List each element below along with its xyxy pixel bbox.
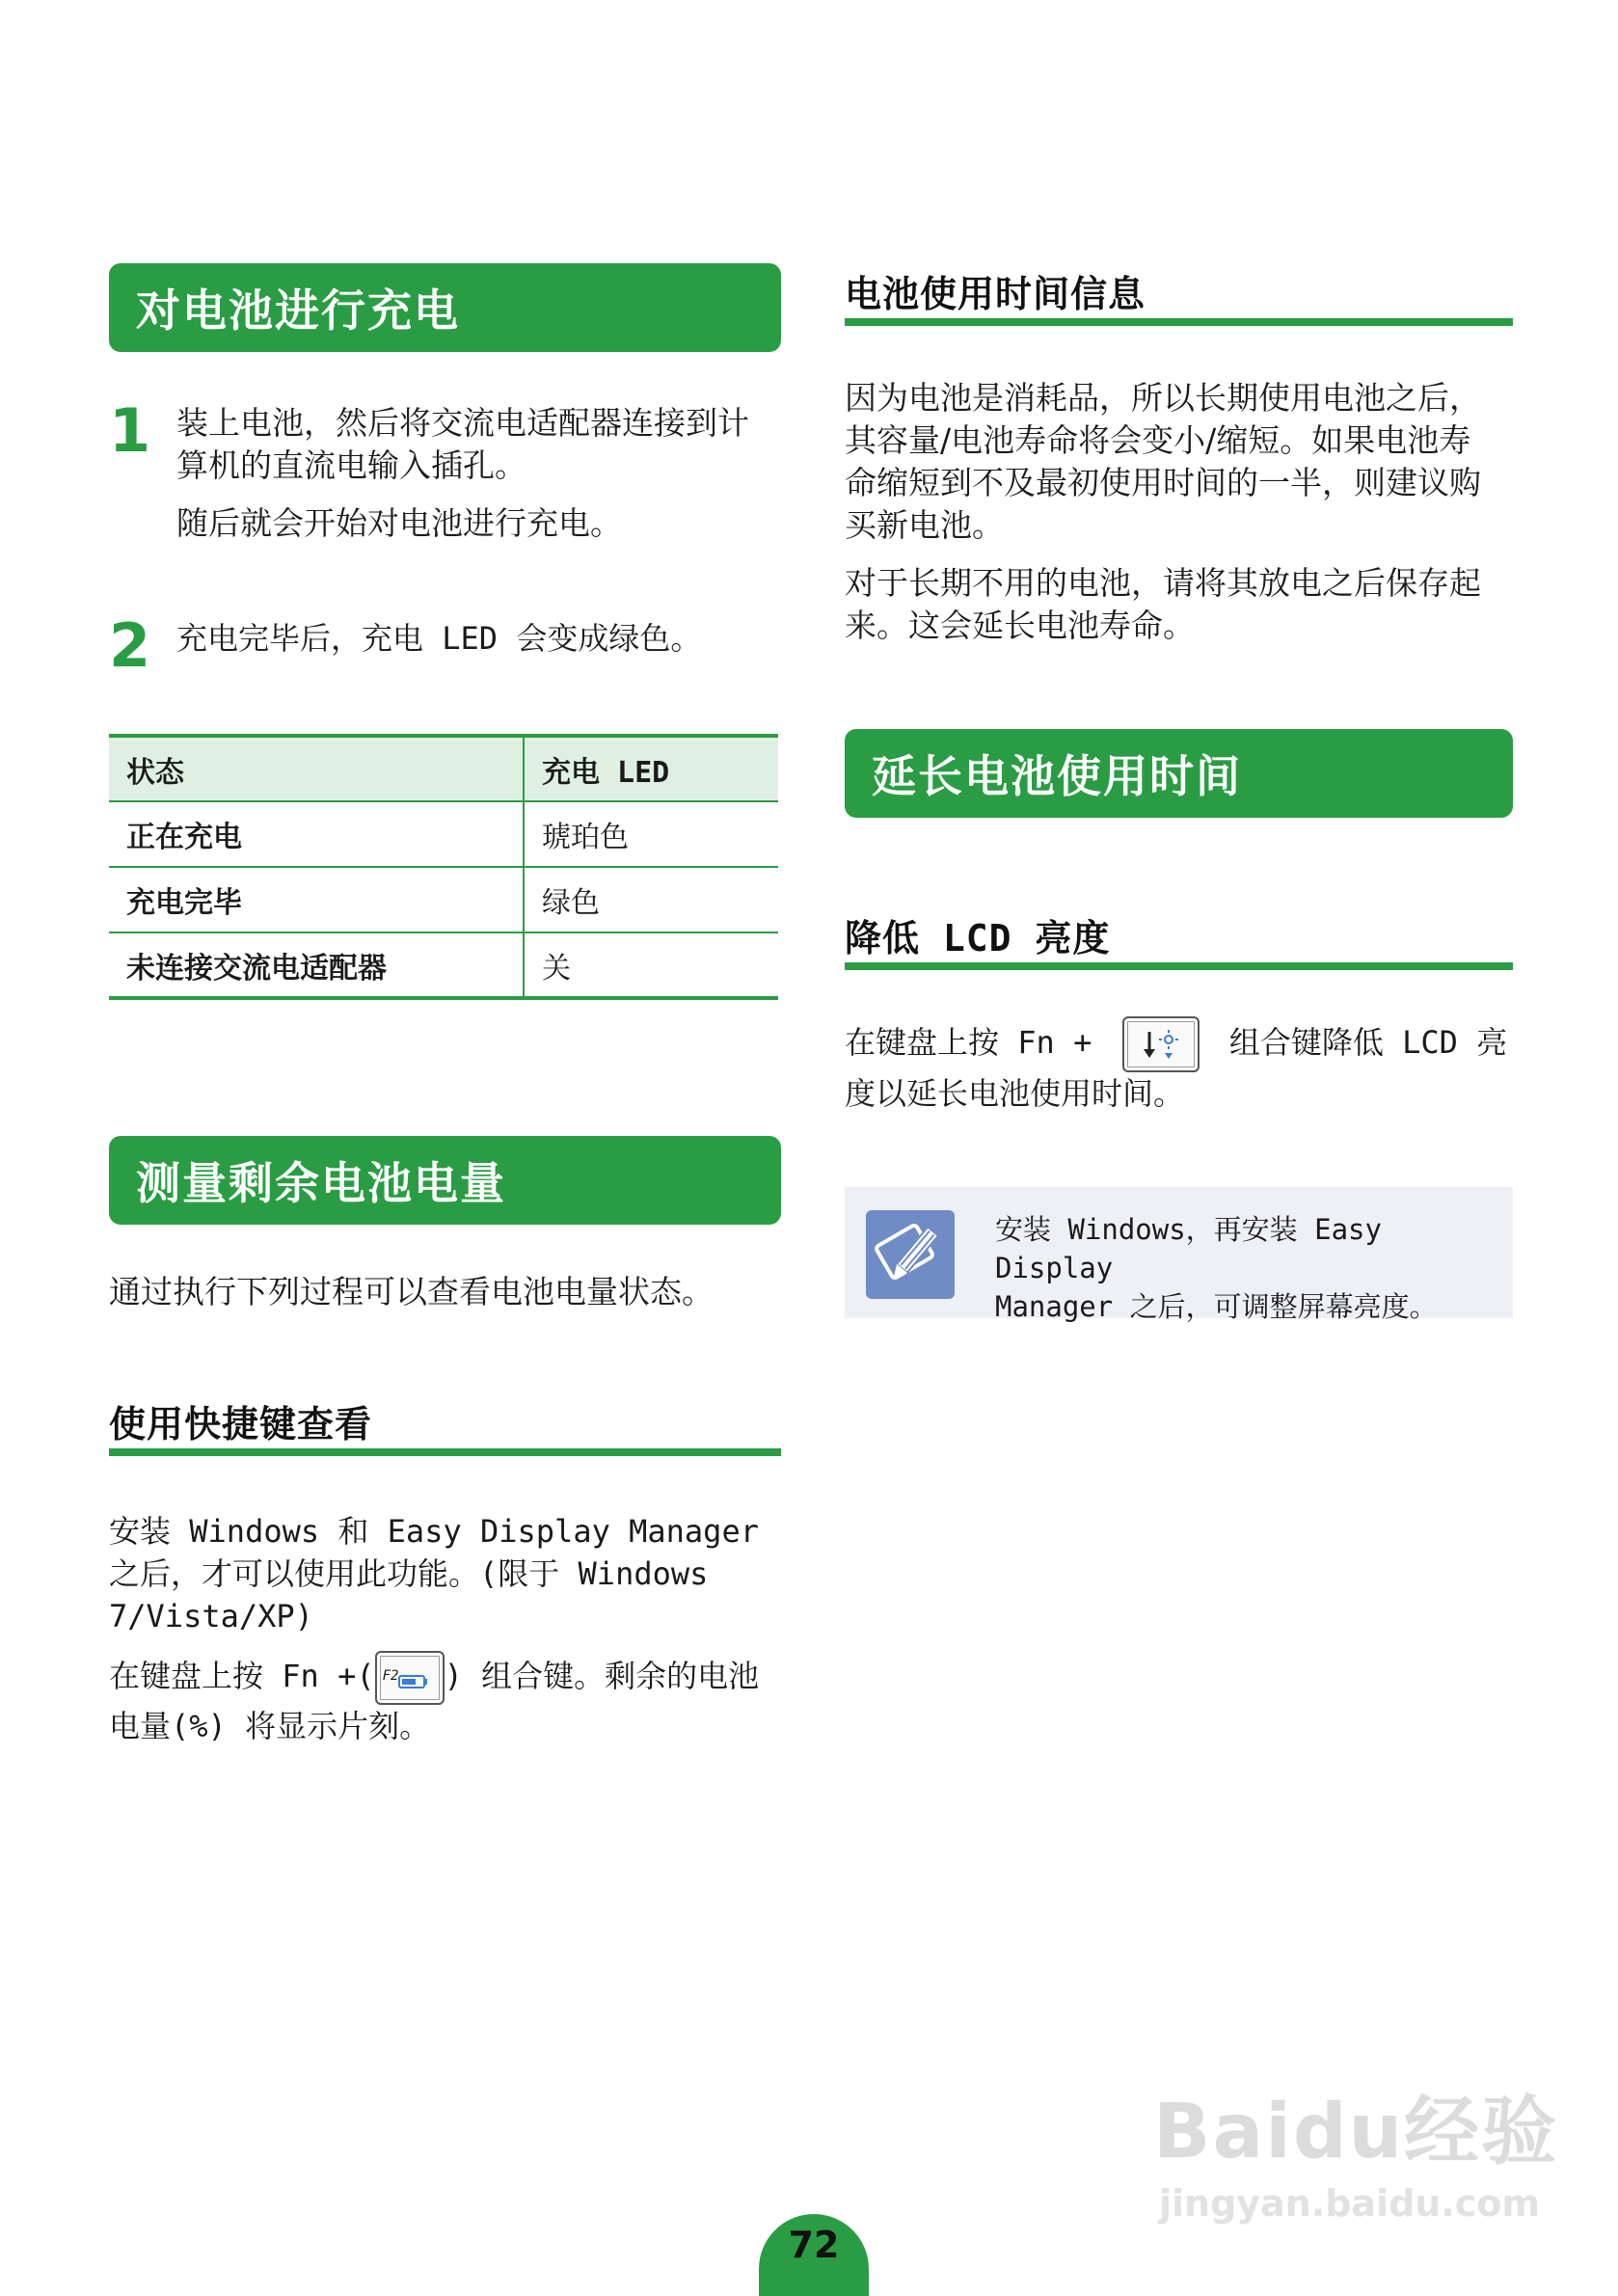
measure-para-1: 安装 Windows 和 Easy Display Manager 之后，才可以使用此功能。(限于 Windows 7/Vista/XP) <box>109 1513 759 1634</box>
note-box <box>845 1187 1513 1323</box>
watermark-url: jingyan.baidu.com <box>1159 2182 1540 2225</box>
note-pencil-icon <box>866 1210 955 1299</box>
note-text: 安装 Windows，再安装 Easy Display Manager 之后，可调整屏幕亮度。 <box>995 1213 1438 1323</box>
table-cell: 关 <box>524 932 778 998</box>
table-row <box>109 801 778 867</box>
step-1-text: 装上电池，然后将交流电适配器连接到计 算机的直流电输入插孔。 随后就会开始对电池进行充电。 <box>176 404 749 542</box>
subsection-rule <box>109 1448 781 1456</box>
subsection-title: 降低 LCD 亮度 <box>845 917 1111 959</box>
table-header-cell: 状态 <box>109 736 524 801</box>
led-status-table <box>109 734 778 1000</box>
section-title: 延长电池使用时间 <box>872 750 1242 802</box>
page-number: 72 <box>759 2214 869 2296</box>
subsection-title: 电池使用时间信息 <box>845 273 1146 315</box>
section-banner-measure <box>109 1136 781 1225</box>
info-para-2: 对于长期不用的电池，请将其放电之后保存起 来。这会延长电池寿命。 <box>845 564 1481 644</box>
subsection-title: 使用快捷键查看 <box>109 1403 373 1445</box>
step-2-text: 充电完毕后，充电 LED 会变成绿色。 <box>176 620 702 657</box>
table-cell: 充电完毕 <box>109 867 524 932</box>
section-title: 测量剩余电池电量 <box>136 1157 506 1209</box>
extend-para: 在键盘上按 Fn + 组合键降低 LCD 亮 度以延长电池使用时间。 <box>845 1016 1520 1115</box>
f2-battery-key-icon: F2 <box>375 1651 445 1705</box>
measure-intro: 通过执行下列过程可以查看电池电量状态。 <box>109 1273 714 1310</box>
table-cell: 未连接交流电适配器 <box>109 932 524 998</box>
table-header-cell: 充电 LED <box>524 736 778 801</box>
watermark-logo: Baidu经验 <box>1153 2089 1559 2175</box>
section-banner-extend <box>845 729 1513 818</box>
table-cell: 琥珀色 <box>524 801 778 867</box>
measure-para-2: 在键盘上按 Fn +( F2 ) 组合键。剩余的电池 电量(%) 将显示片刻。 <box>109 1651 803 1747</box>
section-title: 对电池进行充电 <box>136 284 460 337</box>
table-header-row <box>109 736 778 801</box>
table-cell: 绿色 <box>524 867 778 932</box>
table-row <box>109 867 778 932</box>
subsection-rule <box>845 962 1513 970</box>
info-para-1: 因为电池是消耗品，所以长期使用电池之后， 其容量/电池寿命将会变小/缩短。如果电池寿 命缩短到不及最初使用时间的一半，则建议购 买新电池。 <box>845 379 1481 544</box>
brightness-down-key-icon <box>1122 1016 1200 1072</box>
table-row <box>109 932 778 998</box>
section-banner-charging <box>109 263 781 352</box>
table-cell: 正在充电 <box>109 801 524 867</box>
subsection-rule <box>845 318 1513 326</box>
step-number: 2 <box>109 610 151 681</box>
step-number: 1 <box>109 395 151 466</box>
